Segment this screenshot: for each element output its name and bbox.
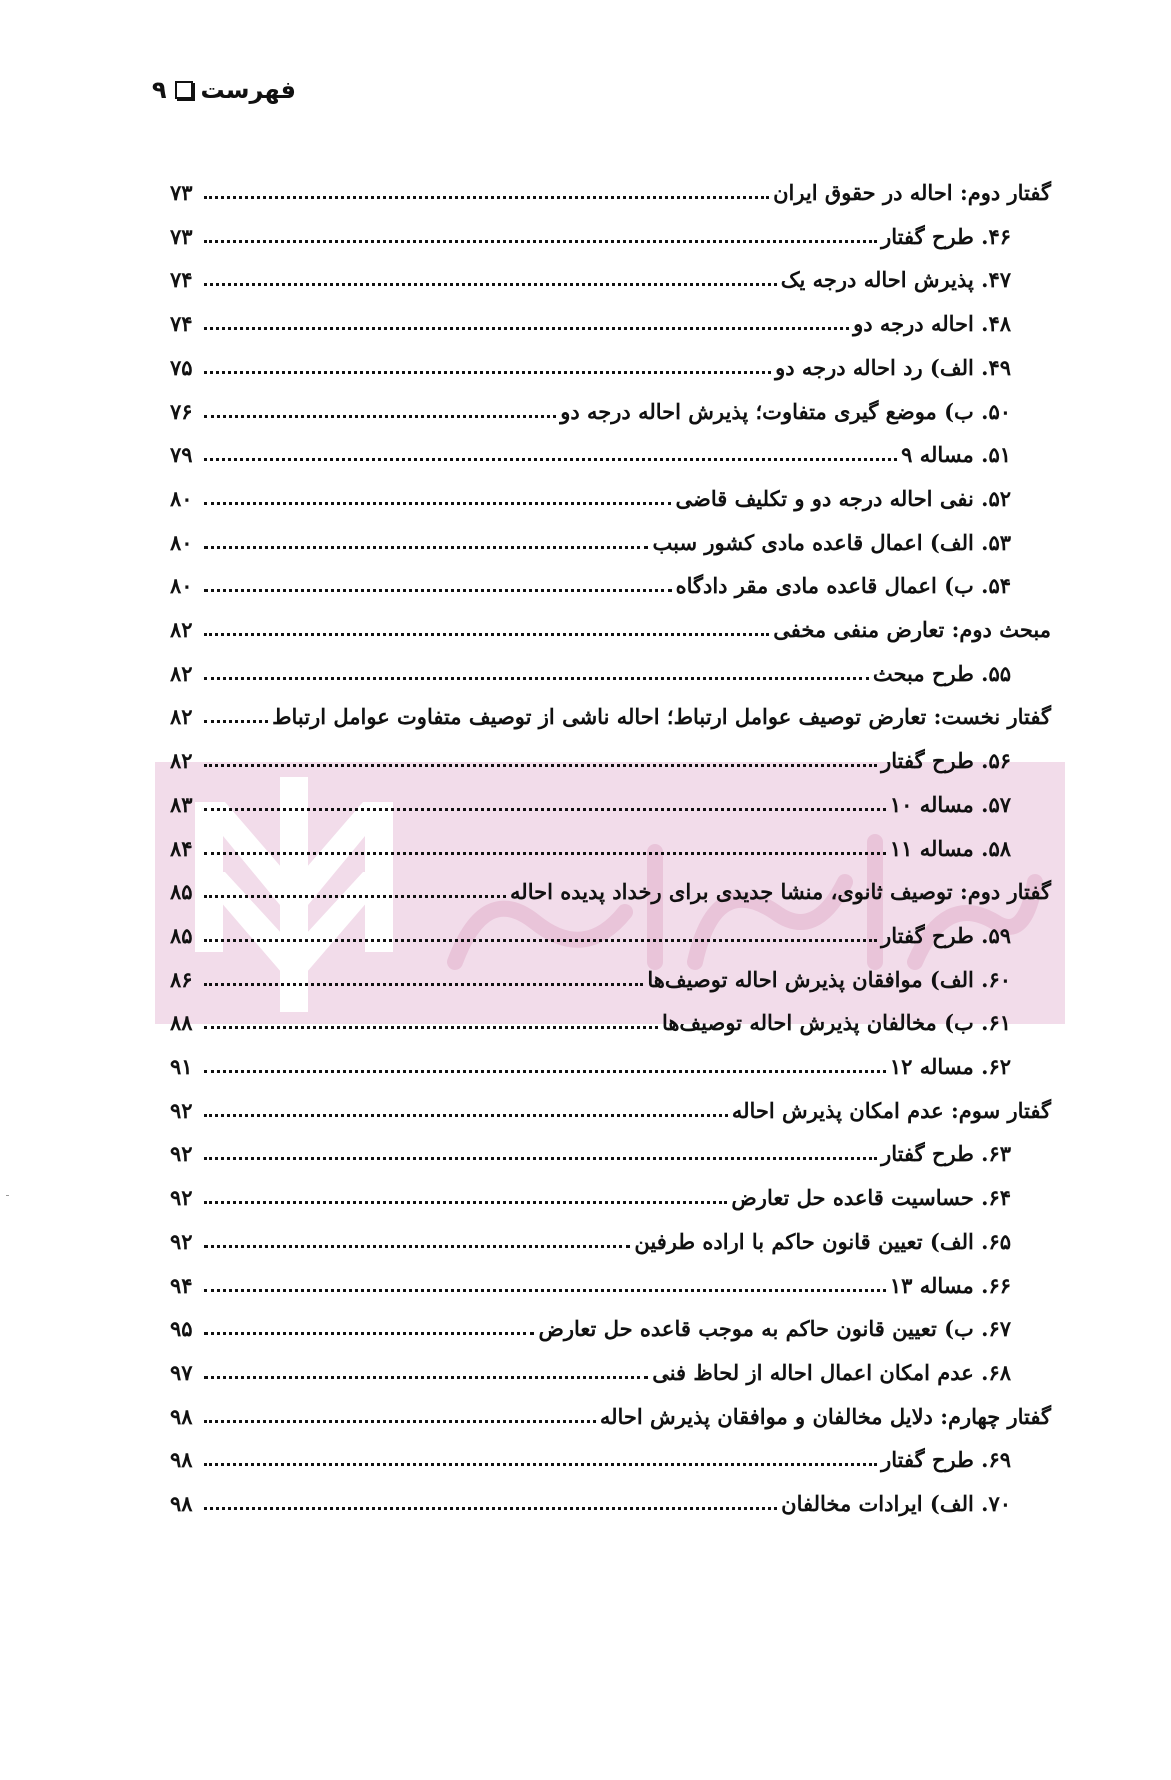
toc-entry — [170, 512, 1051, 556]
header-title: فهرست — [200, 76, 296, 104]
toc-entry — [170, 424, 1051, 468]
header-page-number: ۹ — [151, 76, 167, 104]
toc-entry-page: ۸۵ — [170, 878, 193, 904]
toc-entry-title: گفتار چهارم: دلایل مخالفان و موافقان پذیرش احاله — [599, 1403, 1051, 1429]
toc-entry-page: ۹۲ — [170, 1184, 193, 1210]
toc-dot-leader — [204, 1507, 777, 1510]
toc-entry — [170, 818, 1051, 862]
toc-entry-page: ۷۴ — [170, 266, 193, 292]
toc-entry-page: ۷۹ — [170, 441, 193, 467]
toc-entry-title: ۷۰. الف) ایرادات مخالفان — [781, 1490, 1011, 1516]
toc-entry — [170, 381, 1051, 425]
toc-dot-leader — [204, 895, 506, 898]
toc-dot-leader — [204, 1289, 886, 1292]
toc-dot-leader — [204, 1026, 658, 1029]
toc-dot-leader — [204, 458, 897, 461]
toc-entry-page: ۷۶ — [170, 398, 193, 424]
toc-entry-title: ۴۷. پذیرش احاله درجه یک — [780, 266, 1011, 292]
toc-entry — [170, 162, 1051, 206]
toc-entry-title: ۵۹. طرح گفتار — [881, 922, 1011, 948]
toc-entry-title: ۶۴. حساسیت قاعده حل تعارض — [731, 1184, 1011, 1210]
toc-entry — [170, 1473, 1051, 1517]
toc-entry-page: ۹۵ — [170, 1315, 193, 1341]
toc-entry-page: ۹۲ — [170, 1140, 193, 1166]
toc-entry — [170, 1036, 1051, 1080]
toc-entry — [170, 1298, 1051, 1342]
toc-entry-title: ۵۱. مساله ۹ — [901, 441, 1011, 467]
toc-dot-leader — [204, 283, 777, 286]
toc-dot-leader — [204, 1114, 728, 1117]
toc-dot-leader — [204, 1376, 648, 1379]
toc-dot-leader — [204, 852, 886, 855]
toc-dot-leader — [204, 502, 671, 505]
toc-entry-title: ۶۵. الف) تعیین قانون حاکم با اراده طرفین — [634, 1228, 1011, 1254]
toc-entry-title: ۶۱. ب) مخالفان پذیرش احاله توصیف‌ها — [661, 1009, 1011, 1035]
toc-dot-leader — [204, 1157, 877, 1160]
toc-dot-leader — [204, 1245, 630, 1248]
toc-entry-page: ۹۸ — [170, 1446, 193, 1472]
toc-entry-page: ۹۸ — [170, 1403, 193, 1429]
toc-entry-title: ۴۹. الف) رد احاله درجه دو — [775, 354, 1011, 380]
toc-dot-leader — [204, 1332, 534, 1335]
toc-entry-title: ۵۰. ب) موضع گیری متفاوت؛ پذیرش احاله درجه دو — [560, 398, 1011, 424]
toc-dot-leader — [204, 240, 877, 243]
toc-entry-title: ۴۶. طرح گفتار — [881, 223, 1011, 249]
toc-entry-title: ۵۶. طرح گفتار — [881, 747, 1011, 773]
toc-entry-title: ۵۵. طرح مبحث — [872, 660, 1011, 686]
toc-entry-page: ۸۵ — [170, 922, 193, 948]
toc-entry-page: ۹۷ — [170, 1359, 193, 1385]
toc-entry — [170, 774, 1051, 818]
toc-dot-leader — [204, 1463, 877, 1466]
toc-entry-page: ۸۶ — [170, 966, 193, 992]
toc-entry-title: گفتار نخست: تعارض توصیف عوامل ارتباط؛ احاله ناشی از توصیف متفاوت عوامل ارتباط — [272, 703, 1051, 729]
toc-dot-leader — [204, 720, 268, 723]
toc-entry-title: ۵۷. مساله ۱۰ — [889, 791, 1011, 817]
toc-entry — [170, 1429, 1051, 1473]
toc-entry — [170, 861, 1051, 905]
toc-entry-page: ۷۳ — [170, 223, 193, 249]
toc-entry-title: ۶۳. طرح گفتار — [881, 1140, 1011, 1166]
toc-entry-page: ۹۴ — [170, 1272, 193, 1298]
toc-entry — [170, 1080, 1051, 1124]
toc-dot-leader — [204, 546, 648, 549]
toc-entry-title: ۶۶. مساله ۱۳ — [889, 1272, 1011, 1298]
toc-entry-title: ۵۴. ب) اعمال قاعده مادی مقر دادگاه — [675, 572, 1011, 598]
toc-entry-page: ۸۲ — [170, 703, 193, 729]
toc-dot-leader — [204, 1070, 886, 1073]
toc-entry-page: ۹۲ — [170, 1228, 193, 1254]
toc-entry-page: ۸۰ — [170, 529, 193, 555]
toc-entry — [170, 686, 1051, 730]
toc-dot-leader — [204, 1201, 727, 1204]
toc-entry-title: مبحث دوم: تعارض منفی مخفی — [773, 616, 1051, 642]
toc-entry-page: ۷۵ — [170, 354, 193, 380]
toc-entry — [170, 949, 1051, 993]
toc-entry — [170, 1167, 1051, 1211]
toc-entry-page: ۸۲ — [170, 660, 193, 686]
toc-entry-page: ۸۸ — [170, 1009, 193, 1035]
toc-entry — [170, 643, 1051, 687]
toc-entry — [170, 1255, 1051, 1299]
toc-entry-title: ۵۳. الف) اعمال قاعده مادی کشور سبب — [652, 529, 1011, 555]
toc-entry — [170, 1342, 1051, 1386]
toc-entry — [170, 1386, 1051, 1430]
toc-entry-title: ۶۸. عدم امکان اعمال احاله از لحاظ فنی — [652, 1359, 1011, 1385]
toc-dot-leader — [204, 764, 877, 767]
toc-entry-page: ۸۳ — [170, 791, 193, 817]
toc-entry — [170, 905, 1051, 949]
toc-dot-leader — [204, 589, 672, 592]
toc-entry-title: ۵۸. مساله ۱۱ — [889, 835, 1011, 861]
toc-entry-page: ۷۳ — [170, 179, 193, 205]
toc-dot-leader — [204, 633, 769, 636]
toc-dot-leader — [204, 808, 886, 811]
toc-entry-page: ۷۴ — [170, 310, 193, 336]
toc-entry — [170, 599, 1051, 643]
toc-dot-leader — [204, 415, 556, 418]
toc-entry-page: ۸۲ — [170, 616, 193, 642]
toc-dot-leader — [204, 1420, 596, 1423]
toc-entry-page: ۸۴ — [170, 835, 193, 861]
toc-entry-page: ۹۱ — [170, 1053, 193, 1079]
toc-entry-page: ۸۰ — [170, 572, 193, 598]
toc-entry-page: ۸۰ — [170, 485, 193, 511]
toc-dot-leader — [204, 327, 849, 330]
toc-entry — [170, 730, 1051, 774]
toc-dot-leader — [204, 677, 869, 680]
toc-entry-title: ۶۰. الف) موافقان پذیرش احاله توصیف‌ها — [647, 966, 1011, 992]
toc-entry — [170, 1123, 1051, 1167]
toc-entry-title: ۶۲. مساله ۱۲ — [889, 1053, 1011, 1079]
toc-entry — [170, 249, 1051, 293]
toc-dot-leader — [204, 371, 771, 374]
toc-entry — [170, 468, 1051, 512]
toc-entry-title: ۶۷. ب) تعیین قانون حاکم به موجب قاعده حل تعارض — [538, 1315, 1011, 1341]
margin-mark — [6, 1195, 9, 1196]
toc-entry — [170, 206, 1051, 250]
toc-dot-leader — [204, 983, 643, 986]
toc-entry-page: ۹۸ — [170, 1490, 193, 1516]
toc-entry-title: ۵۲. نفی احاله درجه دو و تکلیف قاضی — [675, 485, 1011, 511]
toc-entry-title: گفتار دوم: توصیف ثانوی، منشا جدیدی برای رخداد پدیده احاله — [510, 878, 1051, 904]
page-header — [152, 76, 296, 104]
toc-entry-title: ۶۹. طرح گفتار — [881, 1446, 1011, 1472]
toc-entry — [170, 555, 1051, 599]
toc-entry-title: ۴۸. احاله درجه دو — [853, 310, 1011, 336]
square-bullet-icon — [175, 81, 193, 99]
toc-entry-title: گفتار دوم: احاله در حقوق ایران — [773, 179, 1051, 205]
toc-dot-leader — [204, 939, 877, 942]
toc-entry — [170, 1211, 1051, 1255]
toc-entry-page: ۸۲ — [170, 747, 193, 773]
toc-entry — [170, 337, 1051, 381]
toc-entry-title: گفتار سوم: عدم امکان پذیرش احاله — [731, 1097, 1051, 1123]
toc-entry — [170, 992, 1051, 1036]
toc-entry — [170, 293, 1051, 337]
toc-dot-leader — [204, 196, 769, 199]
toc-entry-page: ۹۲ — [170, 1097, 193, 1123]
